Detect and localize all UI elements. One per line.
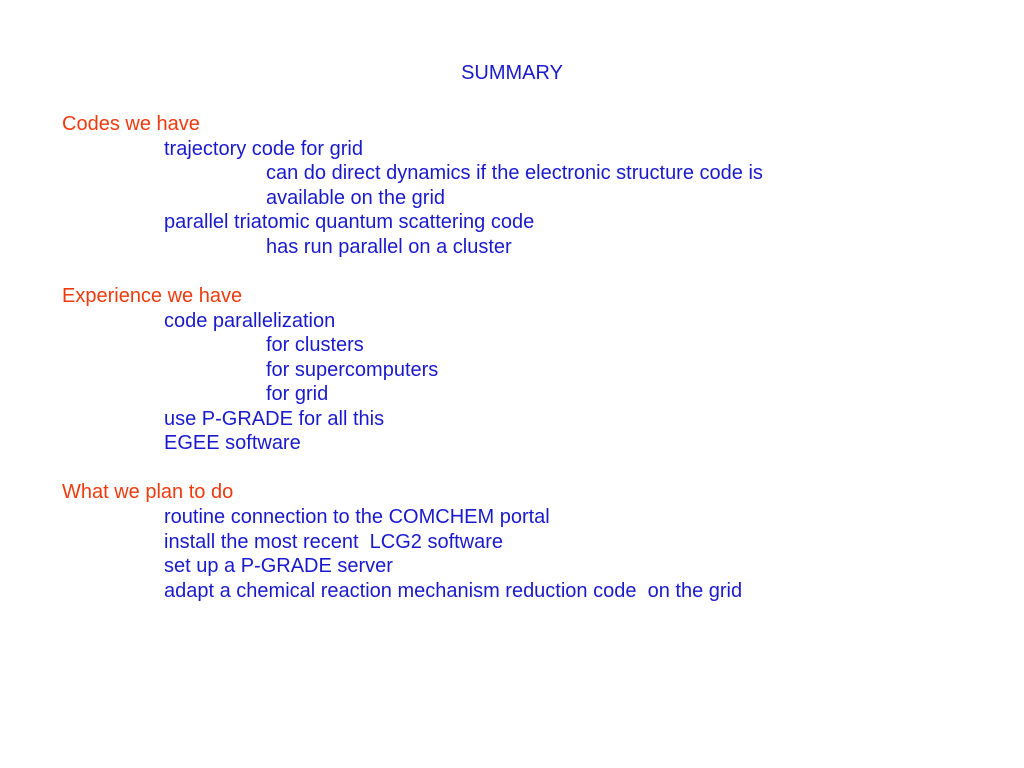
section-line: parallel triatomic quantum scattering code (164, 211, 535, 233)
section-line: can do direct dynamics if the electronic structure code is (266, 162, 763, 184)
section-line: available on the grid (266, 187, 446, 209)
section-line: has run parallel on a cluster (266, 236, 512, 258)
section-line: for supercomputers (266, 359, 439, 381)
section-line: for clusters (266, 334, 364, 356)
section-line: use P-GRADE for all this (164, 408, 385, 430)
slide-title: SUMMARY (461, 62, 563, 84)
section-line: set up a P-GRADE server (164, 555, 393, 577)
section-line: adapt a chemical reaction mechanism reduction code on the grid (164, 580, 743, 602)
section-line: routine connection to the COMCHEM portal (164, 506, 550, 528)
section-heading-plans: What we plan to do (62, 481, 234, 503)
section-line: trajectory code for grid (164, 138, 363, 160)
section-heading-codes: Codes we have (62, 113, 200, 135)
section-line: code parallelization (164, 310, 336, 332)
section-line: EGEE software (164, 432, 301, 454)
section-line: for grid (266, 383, 329, 405)
section-heading-experience: Experience we have (62, 285, 243, 307)
section-line: install the most recent LCG2 software (164, 531, 504, 553)
